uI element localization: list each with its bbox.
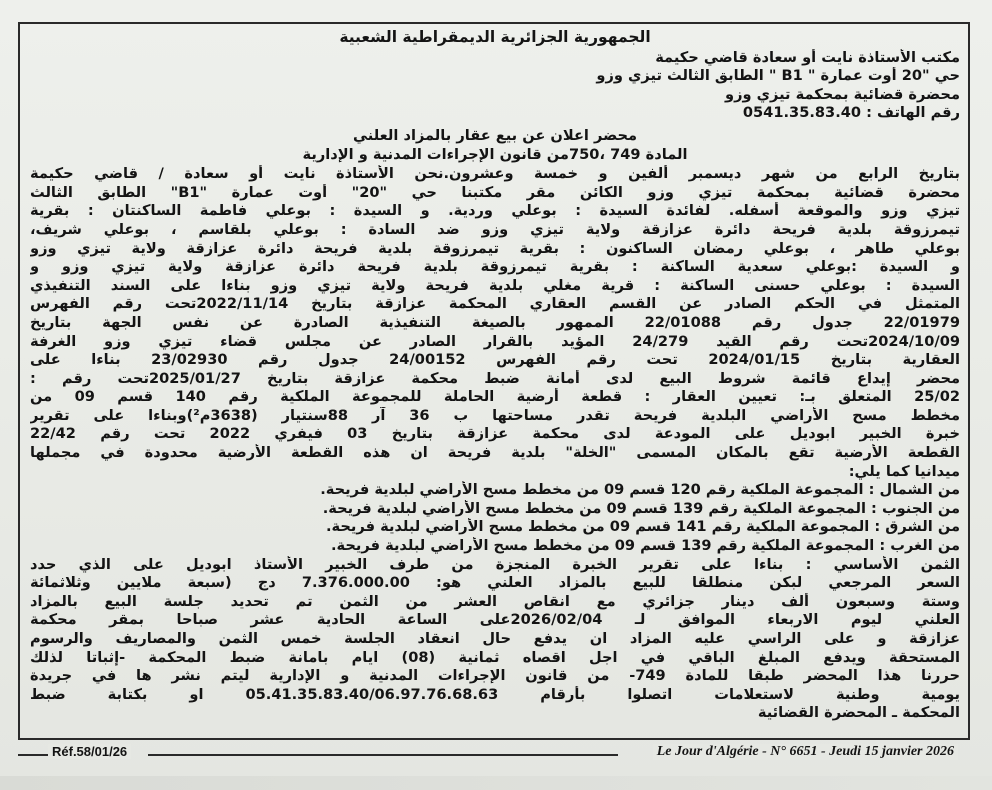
price-line: المستحقة ويدفع المبلغ الباقي في اجل اقصاه ثمانية (08) ايام بامانة ضبط المحكمة -إثباتا لذلك [30,648,960,666]
body-line: بوعلي طاهر ، بوعلي رمضان الساكنون : بقرية تيمرزوقة بلدية فريحة دائرة عزازقة ولاية تيزي وزو [30,239,960,257]
boundary-south: من الجنوب : المجموعة الملكية رقم 139 قسم 09 من مخطط مسح الأراضي لبلدية فريحة. [322,499,960,517]
page-footer [18,744,970,766]
price-line: الثمن الأساسي : بناءا على تقرير الخبرة المنجزة من طرف الخبير الأستاذ ابوديل على الذي حدد [30,555,960,573]
boundary-west: من الغرب : المجموعة الملكية رقم 139 قسم 09 من مخطط مسح الأراضي لبلدية فريحة. [331,537,960,555]
body-line: بتاريخ الرابع من شهر ديسمبر ألفين و خمسة وعشرون.نحن الأستاذة نايت أو سعادة / قاضي حكيمة [30,165,960,183]
boundary-east: من الشرق : المجموعة الملكية رقم 141 قسم 09 من مخطط مسح الأراضي لبلدية فريحة. [326,518,960,536]
boundary-north: من الشمال : المجموعة الملكية رقم 120 قسم 09 من مخطط مسح الأراضي لبلدية فريحة. [320,481,960,499]
price-line: العلني ليوم الاربعاء الموافق لـ 2026/02/04على الساعة الحادية عشر صباحا بمقر محكمة [30,611,960,629]
price-line: حررنا هذا المحضر طبقا للمادة 749- من قانون الإجراءات المدنية و الإدارية ليتم نشر ها في جريدة [30,667,960,685]
body-line: خبرة الخبير ابوديل على المودعة لدى محكمة عزازقة بتاريخ 03 فيفري 2022 تحت رقم 22/42 [30,425,960,443]
office-address: حي "20 أوت عمارة " B1 " الطابق الثالث تيزي وزو [596,67,960,85]
price-line: عزازقة و على الراسي عليه المزاد ان يدفع حال انعقاد الجلسة خمس الثمن والمصاريف والرسوم [30,630,960,647]
price-line: وستة وسبعون ألف دينار جزائري مع انقاص العشر من الثمن تم تحديد جلسة البيع بالمزاد [30,592,960,610]
republic-heading: الجمهورية الجزائرية الديمقراطية الشعبية [339,28,651,46]
page-edge [0,776,992,790]
publication-info: Le Jour d'Algérie - N° 6651 - Jeudi 15 janvier 2026 [653,744,958,760]
body-line: العقارية بتاريخ 2024/01/15 تحت رقم الفهرس 24/00152 جدول رقم 23/02930 بناءا على [30,351,960,369]
notice-title: محضر اعلان عن بيع عقار بالمزاد العلني [352,126,638,144]
body-line: تيزي وزو والموقعة أسفله. لفائدة السيدة : بوعلي وردية. و السيدة : بوعلي فاطمة الساكنتان : بقرية [30,202,960,220]
footer-rule-middle [148,754,618,756]
body-line: مخطط مسح الأراضي البلدية فريحة تقدر مساحتها ب 36 آر 88سنتيار (3638م²)وبناءا على تقرير [30,406,960,424]
office-name: مكتب الأستاذة نايت أو سعادة قاضي حكيمة [655,48,960,66]
body-line: محضرة قضائية بمحكمة تيزي وزو الكائن مقر مكتبنا حي "20" أوت عمارة "B1" الطابق الثالث [30,183,960,201]
body-line: القطعة الأرضية تقع بالمكان المسمى "الخلة" بلدية فريحة ان هذه القطعة الأرضية محدودة في مجملها [30,444,960,462]
price-line: يومية وطنية لاستعلامات اتصلوا بأرقام 05.41.35.83.40/06.97.76.68.63 او بكتابة ضبط [30,685,960,703]
reference-number: Réf.58/01/26 [48,744,131,759]
body-line: السيدة : بوعلي حسنى الساكنة : قرية مغلي بلدية فريحة ولاية تيزي وزو بناءا على السند التنفيذي [30,276,960,294]
body-line: و السيدة :بوعلي سعدية الساكنة : بقرية تيمرزوقة بلدية فريحة دائرة عزازقة ولاية تيزي وزو و [30,258,960,276]
legal-notice [30,28,960,723]
body-line: المتمثل في الحكم الصادر عن القسم العقاري المحكمة عزازقة بتاريخ 2022/11/14تحت رقم الفهرس [30,295,960,313]
body-line: محضر إيداع قائمة شروط البيع لدى أمانة ضبط محكمة عزازقة بتاريخ 2025/01/27تحت رقم : [30,369,960,387]
body-line: 22/01979 جدول رقم 22/01088 الممهور بالصيغة التنفيذية الصادرة عن نفس الجهة بتاريخ [30,313,960,331]
price-line: السعر المرجعي لبكن منطلقا للبيع بالمزاد العلني هو: 7.376.000.00 دج (سبعة ملايين وثلاثمائة [30,574,960,592]
footer-rule-left [18,754,48,756]
body-line: تيمرزوقة بلدية فريحة دائرة عزازقة ولاية تيزي وزو ضد السادة : بوعلي بلقاسم ، بوعلي شريف، [30,220,960,238]
body-line: ميدانيا كما يلي: [848,462,960,480]
court-name: محضرة قضائية بمحكمة تيزي وزو [725,85,960,103]
signature-line: المحكمة ـ المحضرة القضائية [757,704,960,722]
body-line: 25/02 المتعلق بـ: تعيين العقار : قطعة أرضية الحاملة للمجموعة الملكية رقم 140 قسم 09 من [30,388,960,406]
phone-line: رقم الهاتف : 0541.35.83.40 [742,104,960,122]
body-line: 2024/10/09تحت رقم القيد 24/279 المؤيد بالقرار الصادر عن مجلس قضاء تيزي وزو الغرفة [30,332,960,350]
notice-legal-article: المادة 749 ،750من قانون الإجراءات المدنية و الإدارية [302,145,688,163]
